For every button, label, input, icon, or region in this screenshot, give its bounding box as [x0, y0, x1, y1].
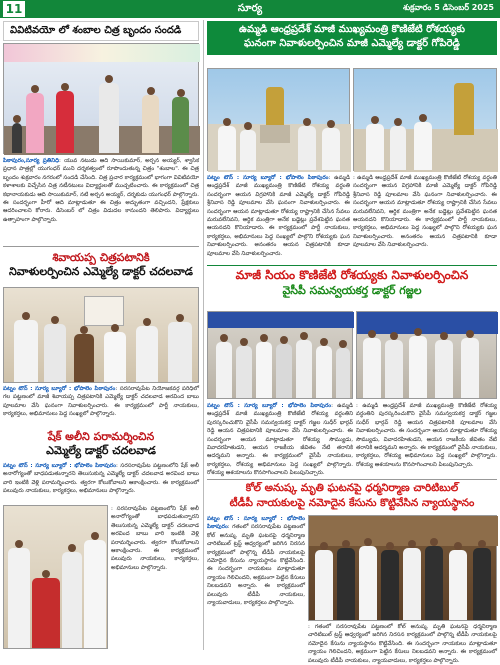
divider — [3, 246, 199, 247]
page-number: 11 — [3, 1, 25, 17]
story5-headline: మాజీ సియం కొణిజేటి రోశయ్యకు నివాళులర్పించిన వైసీపీ సమన్వయకర్త డాక్టర్ గజ్జల — [207, 268, 497, 298]
story1-headline: వివిటివయో లో శంబాల చిత్ర బృందం సందడి — [3, 21, 199, 41]
story6-text: పట్నం టౌన్ : సూర్య బ్యూరో : భోపాలెం పిఠాపురం: గతంలో సరసరావుపేట పట్టణంలో కోల్ అనుష్క మృతి ఘటనపై ధర్మనిర్మాణ చారిటిబుల్ ట్రస్ట్ ఆధ్వర్యంలో జరిగిన నిరసన కార్యక్రమంలో పాల్గొన్న టీడీపీ నాయకులపై నమోదైన కేసును న్యాయస్థానం కొట్టివేసింది. ఈ సందర్భంగా నాయకులు మాట్లాడుతూ న్యాయం గెలిచిందని, అక్రమంగా పెట్టిన కేసులు నిలబడవని అన్నారు. ఈ కార్యక్రమంలో పలువురు టీడీపీ నాయకులు, న్యాయవాదులు, కార్యకర్తలు పాల్గొన్నారు. — [207, 516, 305, 607]
story6-photo — [308, 515, 497, 621]
story3-headline: షేక్ అలీని పరామర్శించిన ఎమ్మెల్యే డాక్టర్ చదలవాడ — [46, 430, 156, 457]
story5-text: పట్నం టౌన్ : సూర్య బ్యూరో : భోపాలెం పిఠాపురం: ఉమ్మడి ఆంధ్రప్రదేశ్ మాజీ ముఖ్యమంత్రి కొణిజేటి రోశయ్య వర్ధంతిని పురస్కరించుకొని వైసీపీ సమన్వయకర్త డాక్టర్ గజ్జల సుధీర్ భార్గవ్ రెడ్డి ఆయన చిత్రపటానికి పూలమాల వేసి నివాళులర్పించారు. ఈ సందర్భంగా ఆయన మాట్లాడుతూ రోశయ్య సౌమ్యుడు, వివాదరహితుడని, ఆయన రాజకీయ జీవితం నేటి తరానికి ఆదర్శమని అన్నారు. ఈ కార్యక్రమంలో వైసీపీ నాయకులు, కార్యకర్తలు, రోశయ్య అభిమానులు పెద్ద సంఖ్యలో పాల్గొన్నారు. రోశయ్య ఆశయాలను కొనసాగించాలని పిలుపునిచ్చారు. — [207, 403, 353, 477]
story2-headline: శివాయప్ప చిత్రపటానికి నివాళులర్పించిన ఎమ్మెల్యే డాక్టర్ చదలవాడ — [9, 251, 193, 278]
story5-photo-left — [207, 311, 353, 399]
paper-date: శుక్రవారం 5 డిసెంబర్ 2025 — [402, 3, 494, 12]
story5-text-continued: : ఉమ్మడి ఆంధ్రప్రదేశ్ మాజీ ముఖ్యమంత్రి కొణిజేటి రోశయ్య వర్ధంతిని పురస్కరించుకొని వైసీపీ సమన్వయకర్త డాక్టర్ గజ్జల సుధీర్ భార్గవ్ రెడ్డి ఆయన చిత్రపటానికి పూలమాల వేసి నివాళులర్పించారు. ఈ సందర్భంగా ఆయన మాట్లాడుతూ రోశయ్య సౌమ్యుడు, వివాదరహితుడని, ఆయన రాజకీయ జీవితం నేటి తరానికి ఆదర్శమని అన్నారు. ఈ కార్యక్రమంలో వైసీపీ నాయకులు, కార్యకర్తలు, రోశయ్య అభిమానులు పెద్ద సంఖ్యలో పాల్గొన్నారు. రోశయ్య ఆశయాలను కొనసాగించాలని పిలుపునిచ్చారు. — [356, 403, 497, 468]
section-rule — [207, 265, 497, 266]
divider — [207, 479, 497, 480]
story1-text: పిఠాపురం,సూర్య ప్రతినిధి: యువ నటుడు ఆది సాయికుమార్, అర్చన అయ్యర్, శ్వాసిక ప్రధాన పాత్రల్లో యుగంధర్ ముని దర్శకత్వంలో రూపొందుతున్న చిత్రం "శంబాల". ఈ చిత్ర బృందం శుక్రవారం నగరంలో సందడి చేసింది. చిత్ర ప్రచార కార్యక్రమంలో భాగంగా వివిటివయో కళాశాలకు విచ్చేసిన చిత్ర నటీనటులు విద్యార్థులతో ముచ్చటించారు. ఈ కార్యక్రమంలో చిత్ర కథానాయకుడు ఆది సాయికుమార్, నటి అర్చన అయ్యర్, దర్శకుడు యుగంధర్ పాల్గొన్నారు. ఈ సందర్భంగా హీరో ఆది మాట్లాడుతూ ఈ చిత్రం అద్భుతంగా వచ్చిందని, ప్రేక్షకులు ఆదరించాలని కోరారు. డిసెంబర్ లో చిత్రం విడుదల కానుందని తెలిపారు. విద్యార్థులు ఉత్సాహంగా పాల్గొన్నారు. — [3, 158, 200, 223]
story5-photo-right — [356, 311, 497, 399]
column-divider — [203, 20, 204, 650]
story4-photo-left — [207, 68, 350, 171]
story6-text-continued: : గతంలో సరసరావుపేట పట్టణంలో కోల్ అనుష్క మృతి ఘటనపై ధర్మనిర్మాణ చారిటిబుల్ ట్రస్ట్ ఆధ్వర్యంలో జరిగిన నిరసన కార్యక్రమంలో పాల్గొన్న టీడీపీ నాయకులపై నమోదైన కేసును న్యాయస్థానం కొట్టివేసింది. ఈ సందర్భంగా నాయకులు మాట్లాడుతూ న్యాయం గెలిచిందని, అక్రమంగా పెట్టిన కేసులు నిలబడవని అన్నారు. ఈ కార్యక్రమంలో పలువురు టీడీపీ నాయకులు, న్యాయవాదులు, కార్యకర్తలు పాల్గొన్నారు. — [308, 624, 497, 664]
story4-text: పట్నం టౌన్ : సూర్య బ్యూరో : భోపాలెం పిఠాపురం: ఉమ్మడి ఆంధ్రప్రదేశ్ మాజీ ముఖ్యమంత్రి కొణిజేటి రోశయ్య వర్ధంతి సందర్భంగా ఆయన విగ్రహానికి మాజీ ఎమ్మెల్యే డాక్టర్ గోపిరెడ్డి శ్రీనివాస రెడ్డి పూలమాల వేసి ఘనంగా నివాళులర్పించారు. ఈ సందర్భంగా ఆయన మాట్లాడుతూ రోశయ్య రాష్ట్రానికి చేసిన సేవలు మరువలేనివని, ఆర్థిక మంత్రిగా అనేక బడ్జెట్లు ప్రవేశపెట్టిన ఘనత ఆయనదని కొనియాడారు. ఈ కార్యక్రమంలో పార్టీ నాయకులు, కార్యకర్తలు, అభిమానులు పెద్ద సంఖ్యలో పాల్గొని రోశయ్యకు ఘన నివాళులర్పించారు. అనంతరం ఆయన చిత్రపటానికి కూడా పూలమాల వేసి నివాళులర్పించారు. — [207, 175, 350, 257]
story2-photo — [3, 287, 199, 383]
story2-text: పట్నం టౌన్ : సూర్య బ్యూరో : భోపాలెం పిఠాపురం: సరసరావుపేట నియోజకవర్గ పరిధిలో గల పట్టణంలో మాజీ శివాయప్ప చిత్రపటానికి ఎమ్మెల్యే డాక్టర్ చదలవాడ అరవింద బాబు పూలమాల వేసి ఘనంగా నివాళులర్పించారు. ఈ కార్యక్రమంలో పార్టీ నాయకులు, కార్యకర్తలు, అభిమానులు పెద్ద సంఖ్యలో పాల్గొన్నారు. — [3, 386, 199, 418]
story3-text: పట్నం టౌన్ : సూర్య బ్యూరో : భోపాలెం పిఠాపురం: సరసరావుపేట పట్టణంలోని షేక్ అలీ అనారోగ్యంతో బాధపడుతున్నారని తెలుసుకున్న ఎమ్మెల్యే డాక్టర్ చదలవాడ అరవింద బాబు వారి ఇంటికి వెళ్లి పరామర్శించారు. త్వరగా కోలుకోవాలని ఆకాంక్షించారు. ఈ కార్యక్రమంలో పలువురు నాయకులు, కార్యకర్తలు, అభిమానులు పాల్గొన్నారు. — [3, 463, 199, 495]
story6-headline: కోల్ అనుష్క మృతి ఘటనపై ధర్మనిర్మాణ చారిటిబుల్ టీడీపీ నాయకులపై నమోదైన కేసును కొట్టివేసిన న్యాయస్థానం — [207, 481, 497, 511]
paper-name: సూర్య — [237, 3, 263, 14]
story4-photo-right — [353, 68, 497, 171]
story3-text-continued: : సరసరావుపేట పట్టణంలోని షేక్ అలీ అనారోగ్యంతో బాధపడుతున్నారని తెలుసుకున్న ఎమ్మెల్యే డాక్టర్ చదలవాడ అరవింద బాబు వారి ఇంటికి వెళ్లి పరామర్శించారు. త్వరగా కోలుకోవాలని ఆకాంక్షించారు. ఈ కార్యక్రమంలో పలువురు నాయకులు, కార్యకర్తలు, అభిమానులు పాల్గొన్నారు. — [111, 506, 199, 571]
story4-text-continued: : ఉమ్మడి ఆంధ్రప్రదేశ్ మాజీ ముఖ్యమంత్రి కొణిజేటి రోశయ్య వర్ధంతి సందర్భంగా ఆయన విగ్రహానికి మాజీ ఎమ్మెల్యే డాక్టర్ గోపిరెడ్డి శ్రీనివాస రెడ్డి పూలమాల వేసి ఘనంగా నివాళులర్పించారు. ఈ సందర్భంగా ఆయన మాట్లాడుతూ రోశయ్య రాష్ట్రానికి చేసిన సేవలు మరువలేనివని, ఆర్థిక మంత్రిగా అనేక బడ్జెట్లు ప్రవేశపెట్టిన ఘనత ఆయనదని కొనియాడారు. ఈ కార్యక్రమంలో పార్టీ నాయకులు, కార్యకర్తలు, అభిమానులు పెద్ద సంఖ్యలో పాల్గొని రోశయ్యకు ఘన నివాళులర్పించారు. అనంతరం ఆయన చిత్రపటానికి కూడా పూలమాల వేసి నివాళులర్పించారు. — [353, 175, 497, 249]
story3-photo — [3, 505, 108, 649]
story4-headline: ఉమ్మడి ఆంధ్రప్రదేశ్ మాజీ ముఖ్యమంత్రి కొణిజేటి రోశయ్యకు ఘనంగా నివాళులర్పించిన మాజీ ఎమ్మెల్యే డాక్టర్ గోపిరెడ్డి — [207, 21, 497, 55]
story1-photo — [3, 43, 199, 154]
